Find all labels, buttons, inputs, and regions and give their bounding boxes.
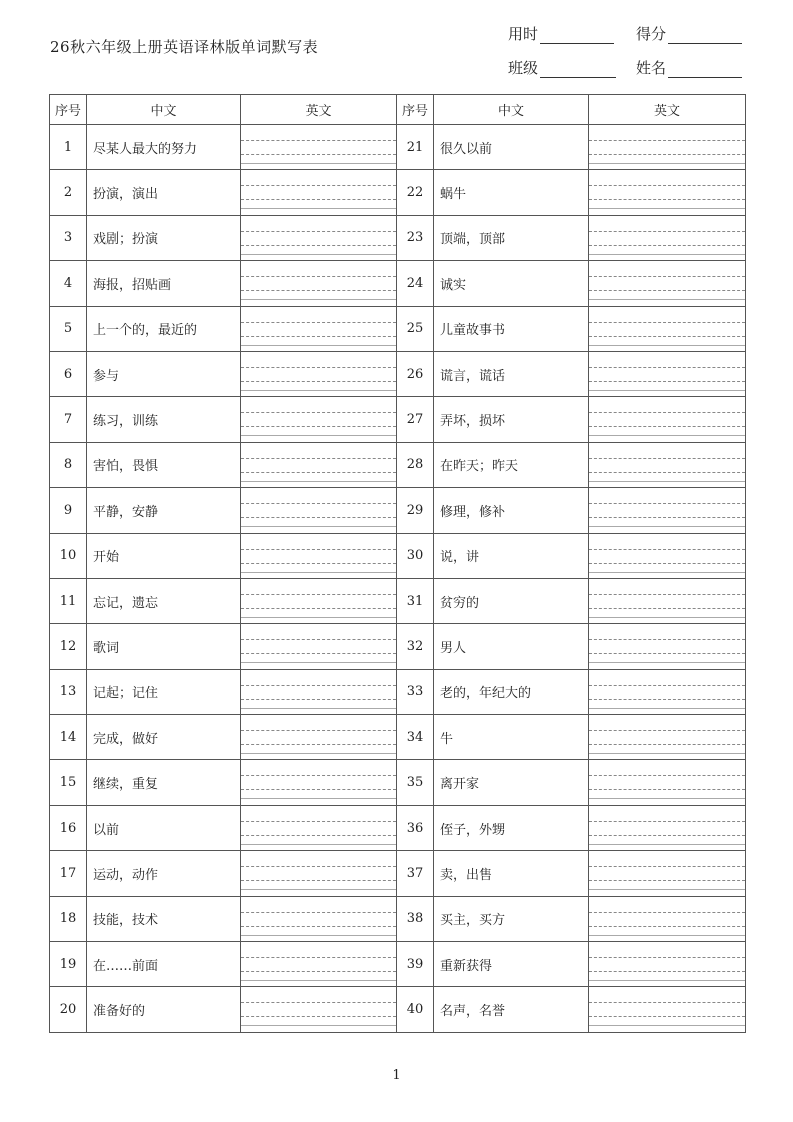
word-number: 28 — [397, 442, 434, 487]
writing-guide-line — [589, 276, 745, 277]
english-answer-blank[interactable] — [241, 261, 397, 306]
writing-guide-line — [589, 653, 745, 654]
writing-guide-line — [589, 254, 745, 255]
writing-guide-line — [241, 322, 396, 323]
writing-guide-line — [241, 472, 396, 473]
writing-guide-line — [241, 290, 396, 291]
word-number: 33 — [397, 669, 434, 714]
writing-guide-line — [589, 1002, 745, 1003]
writing-guide-line — [241, 367, 396, 368]
english-answer-blank[interactable] — [589, 715, 746, 760]
table-row — [50, 125, 746, 170]
chinese-meaning: 儿童故事书 — [434, 306, 589, 351]
chinese-meaning: 上一个的，最近的 — [87, 306, 241, 351]
table-row — [50, 669, 746, 714]
writing-guide-line — [589, 322, 745, 323]
chinese-meaning: 名声，名誉 — [434, 987, 589, 1032]
writing-guide-line — [241, 594, 396, 595]
chinese-meaning: 平静，安静 — [87, 488, 241, 533]
english-answer-blank[interactable] — [241, 578, 397, 623]
writing-guide-line — [241, 276, 396, 277]
english-answer-blank[interactable] — [241, 533, 397, 578]
writing-guide-line — [241, 154, 396, 155]
writing-guide-line — [241, 980, 396, 981]
time-label: 用时 — [508, 25, 539, 43]
table-row — [50, 805, 746, 850]
writing-guide-line — [241, 390, 396, 391]
writing-guide-line — [241, 299, 396, 300]
word-number: 40 — [397, 987, 434, 1032]
writing-guide-line — [589, 549, 745, 550]
writing-guide-line — [241, 753, 396, 754]
writing-guide-line — [241, 789, 396, 790]
chinese-meaning: 顶端，顶部 — [434, 215, 589, 260]
word-number: 13 — [50, 669, 87, 714]
writing-guide-line — [241, 208, 396, 209]
writing-guide-line — [589, 140, 745, 141]
writing-guide-line — [241, 140, 396, 141]
writing-guide-line — [241, 866, 396, 867]
chinese-meaning: 忘记，遗忘 — [87, 578, 241, 623]
chinese-meaning: 牛 — [434, 715, 589, 760]
english-answer-blank[interactable] — [589, 851, 746, 896]
english-answer-blank[interactable] — [589, 215, 746, 260]
score-label: 得分 — [636, 25, 667, 43]
class-field[interactable] — [508, 57, 616, 78]
english-answer-blank[interactable] — [241, 351, 397, 396]
writing-guide-line — [589, 935, 745, 936]
chinese-meaning: 记起；记住 — [87, 669, 241, 714]
english-answer-blank[interactable] — [241, 215, 397, 260]
word-number: 19 — [50, 942, 87, 987]
word-number: 12 — [50, 624, 87, 669]
class-label: 班级 — [508, 59, 539, 77]
english-answer-blank[interactable] — [589, 351, 746, 396]
english-answer-blank[interactable] — [589, 488, 746, 533]
writing-guide-line — [589, 290, 745, 291]
word-number: 7 — [50, 397, 87, 442]
writing-guide-line — [589, 435, 745, 436]
writing-guide-line — [241, 889, 396, 890]
page-title: 26秋六年级上册英语译林版单词默写表 — [50, 38, 319, 56]
writing-guide-line — [589, 345, 745, 346]
word-number: 9 — [50, 488, 87, 533]
writing-guide-line — [589, 844, 745, 845]
chinese-meaning: 侄子，外甥 — [434, 805, 589, 850]
english-answer-blank[interactable] — [589, 987, 746, 1032]
writing-guide-line — [241, 617, 396, 618]
writing-guide-line — [241, 345, 396, 346]
writing-guide-line — [241, 563, 396, 564]
word-number: 34 — [397, 715, 434, 760]
chinese-meaning: 卖，出售 — [434, 851, 589, 896]
time-field[interactable] — [508, 23, 614, 44]
writing-guide-line — [241, 957, 396, 958]
word-number: 10 — [50, 533, 87, 578]
word-number: 30 — [397, 533, 434, 578]
word-number: 27 — [397, 397, 434, 442]
header-chinese: 中文 — [434, 95, 589, 125]
writing-guide-line — [241, 971, 396, 972]
chinese-meaning: 完成，做好 — [87, 715, 241, 760]
chinese-meaning: 歌词 — [87, 624, 241, 669]
english-answer-blank[interactable] — [241, 125, 397, 170]
word-number: 17 — [50, 851, 87, 896]
writing-guide-line — [241, 821, 396, 822]
writing-guide-line — [241, 775, 396, 776]
word-number: 24 — [397, 261, 434, 306]
table-row — [50, 351, 746, 396]
english-answer-blank[interactable] — [589, 942, 746, 987]
chinese-meaning: 重新获得 — [434, 942, 589, 987]
writing-guide-line — [589, 231, 745, 232]
chinese-meaning: 以前 — [87, 805, 241, 850]
vocabulary-table — [49, 94, 746, 1033]
chinese-meaning: 蜗牛 — [434, 170, 589, 215]
writing-guide-line — [589, 708, 745, 709]
english-answer-blank[interactable] — [589, 896, 746, 941]
english-answer-blank[interactable] — [241, 715, 397, 760]
chinese-meaning: 修理，修补 — [434, 488, 589, 533]
writing-guide-line — [241, 880, 396, 881]
header-english: 英文 — [241, 95, 397, 125]
chinese-meaning: 戏剧；扮演 — [87, 215, 241, 260]
chinese-meaning: 谎言，谎话 — [434, 351, 589, 396]
word-number: 8 — [50, 442, 87, 487]
word-number: 2 — [50, 170, 87, 215]
writing-guide-line — [241, 549, 396, 550]
writing-guide-line — [589, 617, 745, 618]
word-number: 21 — [397, 125, 434, 170]
writing-guide-line — [589, 957, 745, 958]
writing-guide-line — [241, 685, 396, 686]
writing-guide-line — [589, 299, 745, 300]
writing-guide-line — [589, 367, 745, 368]
writing-guide-line — [589, 503, 745, 504]
word-number: 36 — [397, 805, 434, 850]
chinese-meaning: 海报，招贴画 — [87, 261, 241, 306]
table-row — [50, 760, 746, 805]
word-number: 16 — [50, 805, 87, 850]
writing-guide-line — [589, 980, 745, 981]
writing-guide-line — [241, 844, 396, 845]
writing-guide-line — [589, 744, 745, 745]
score-field[interactable] — [636, 23, 742, 44]
word-number: 26 — [397, 351, 434, 396]
english-answer-blank[interactable] — [241, 669, 397, 714]
writing-guide-line — [589, 526, 745, 527]
writing-guide-line — [241, 744, 396, 745]
word-number: 39 — [397, 942, 434, 987]
table-row — [50, 397, 746, 442]
score-blank[interactable] — [668, 29, 742, 44]
writing-guide-line — [589, 835, 745, 836]
writing-guide-line — [589, 517, 745, 518]
writing-guide-line — [589, 185, 745, 186]
chinese-meaning: 害怕，畏惧 — [87, 442, 241, 487]
word-number: 38 — [397, 896, 434, 941]
name-label: 姓名 — [636, 59, 667, 77]
writing-guide-line — [241, 608, 396, 609]
english-answer-blank[interactable] — [241, 987, 397, 1032]
writing-guide-line — [241, 254, 396, 255]
chinese-meaning: 在……前面 — [87, 942, 241, 987]
header-number: 序号 — [397, 95, 434, 125]
chinese-meaning: 贫穷的 — [434, 578, 589, 623]
writing-guide-line — [241, 426, 396, 427]
word-number: 35 — [397, 760, 434, 805]
word-number: 14 — [50, 715, 87, 760]
writing-guide-line — [241, 185, 396, 186]
writing-guide-line — [589, 926, 745, 927]
writing-guide-line — [589, 699, 745, 700]
english-answer-blank[interactable] — [589, 578, 746, 623]
writing-guide-line — [241, 798, 396, 799]
english-answer-blank[interactable] — [241, 760, 397, 805]
writing-guide-line — [241, 231, 396, 232]
writing-guide-line — [241, 458, 396, 459]
writing-guide-line — [589, 639, 745, 640]
english-answer-blank[interactable] — [589, 125, 746, 170]
writing-guide-line — [589, 685, 745, 686]
writing-guide-line — [241, 926, 396, 927]
writing-guide-line — [589, 390, 745, 391]
writing-guide-line — [241, 526, 396, 527]
table-row — [50, 624, 746, 669]
chinese-meaning: 开始 — [87, 533, 241, 578]
english-answer-blank[interactable] — [241, 805, 397, 850]
writing-guide-line — [589, 608, 745, 609]
word-number: 18 — [50, 896, 87, 941]
writing-guide-line — [589, 572, 745, 573]
time-blank[interactable] — [540, 29, 614, 44]
writing-guide-line — [241, 572, 396, 573]
word-number: 1 — [50, 125, 87, 170]
chinese-meaning: 离开家 — [434, 760, 589, 805]
word-number: 25 — [397, 306, 434, 351]
english-answer-blank[interactable] — [589, 397, 746, 442]
writing-guide-line — [241, 381, 396, 382]
writing-guide-line — [241, 1025, 396, 1026]
writing-guide-line — [589, 821, 745, 822]
header-number: 序号 — [50, 95, 87, 125]
writing-guide-line — [589, 1016, 745, 1017]
english-answer-blank[interactable] — [589, 760, 746, 805]
writing-guide-line — [241, 503, 396, 504]
english-answer-blank[interactable] — [589, 624, 746, 669]
header-chinese: 中文 — [87, 95, 241, 125]
word-number: 31 — [397, 578, 434, 623]
writing-guide-line — [589, 753, 745, 754]
english-answer-blank[interactable] — [241, 896, 397, 941]
chinese-meaning: 扮演，演出 — [87, 170, 241, 215]
chinese-meaning: 参与 — [87, 351, 241, 396]
writing-guide-line — [589, 971, 745, 972]
writing-guide-line — [589, 866, 745, 867]
name-field[interactable] — [636, 57, 742, 78]
writing-guide-line — [241, 835, 396, 836]
chinese-meaning: 诚实 — [434, 261, 589, 306]
header-english: 英文 — [589, 95, 746, 125]
writing-guide-line — [589, 775, 745, 776]
table-row — [50, 215, 746, 260]
writing-guide-line — [241, 935, 396, 936]
table-row — [50, 488, 746, 533]
writing-guide-line — [589, 481, 745, 482]
english-answer-blank[interactable] — [589, 170, 746, 215]
table-row — [50, 987, 746, 1032]
writing-guide-line — [589, 594, 745, 595]
writing-guide-line — [589, 789, 745, 790]
word-number: 20 — [50, 987, 87, 1032]
table-row — [50, 715, 746, 760]
writing-guide-line — [589, 458, 745, 459]
writing-guide-line — [589, 426, 745, 427]
writing-guide-line — [589, 336, 745, 337]
word-number: 15 — [50, 760, 87, 805]
english-answer-blank[interactable] — [589, 533, 746, 578]
table-row — [50, 261, 746, 306]
writing-guide-line — [589, 912, 745, 913]
word-number: 32 — [397, 624, 434, 669]
chinese-meaning: 运动，动作 — [87, 851, 241, 896]
writing-guide-line — [241, 199, 396, 200]
word-number: 22 — [397, 170, 434, 215]
writing-guide-line — [241, 1016, 396, 1017]
writing-guide-line — [589, 154, 745, 155]
writing-guide-line — [589, 563, 745, 564]
english-answer-blank[interactable] — [241, 851, 397, 896]
writing-guide-line — [241, 412, 396, 413]
chinese-meaning: 尽某人最大的努力 — [87, 125, 241, 170]
word-number: 23 — [397, 215, 434, 260]
table-row — [50, 851, 746, 896]
writing-guide-line — [241, 730, 396, 731]
english-answer-blank[interactable] — [589, 261, 746, 306]
writing-guide-line — [589, 1025, 745, 1026]
page-number: 1 — [392, 1068, 401, 1083]
english-answer-blank[interactable] — [241, 624, 397, 669]
chinese-meaning: 老的，年纪大的 — [434, 669, 589, 714]
chinese-meaning: 很久以前 — [434, 125, 589, 170]
writing-guide-line — [589, 889, 745, 890]
writing-guide-line — [241, 653, 396, 654]
writing-guide-line — [241, 163, 396, 164]
table-row — [50, 533, 746, 578]
english-answer-blank[interactable] — [241, 942, 397, 987]
table-row — [50, 306, 746, 351]
writing-guide-line — [241, 336, 396, 337]
table-row — [50, 170, 746, 215]
word-number: 29 — [397, 488, 434, 533]
writing-guide-line — [589, 662, 745, 663]
word-number: 11 — [50, 578, 87, 623]
english-answer-blank[interactable] — [241, 442, 397, 487]
table-row — [50, 896, 746, 941]
writing-guide-line — [241, 708, 396, 709]
table-row — [50, 442, 746, 487]
chinese-meaning: 练习，训练 — [87, 397, 241, 442]
word-number: 6 — [50, 351, 87, 396]
writing-guide-line — [589, 880, 745, 881]
writing-guide-line — [241, 662, 396, 663]
writing-guide-line — [589, 730, 745, 731]
chinese-meaning: 买主，买方 — [434, 896, 589, 941]
writing-guide-line — [589, 472, 745, 473]
writing-guide-line — [589, 163, 745, 164]
table-row — [50, 578, 746, 623]
chinese-meaning: 在昨天；昨天 — [434, 442, 589, 487]
writing-guide-line — [589, 381, 745, 382]
english-answer-blank[interactable] — [241, 306, 397, 351]
english-answer-blank[interactable] — [241, 170, 397, 215]
english-answer-blank[interactable] — [589, 442, 746, 487]
chinese-meaning: 弄坏，损坏 — [434, 397, 589, 442]
writing-guide-line — [241, 912, 396, 913]
writing-guide-line — [589, 245, 745, 246]
word-number: 5 — [50, 306, 87, 351]
english-answer-blank[interactable] — [241, 488, 397, 533]
name-blank[interactable] — [668, 63, 742, 78]
word-number: 37 — [397, 851, 434, 896]
writing-guide-line — [589, 412, 745, 413]
writing-guide-line — [241, 517, 396, 518]
writing-guide-line — [241, 1002, 396, 1003]
english-answer-blank[interactable] — [589, 805, 746, 850]
writing-guide-line — [589, 199, 745, 200]
english-answer-blank[interactable] — [241, 397, 397, 442]
chinese-meaning: 男人 — [434, 624, 589, 669]
writing-guide-line — [241, 639, 396, 640]
english-answer-blank[interactable] — [589, 669, 746, 714]
writing-guide-line — [589, 208, 745, 209]
writing-guide-line — [241, 699, 396, 700]
chinese-meaning: 技能，技术 — [87, 896, 241, 941]
word-number: 4 — [50, 261, 87, 306]
chinese-meaning: 继续，重复 — [87, 760, 241, 805]
writing-guide-line — [589, 798, 745, 799]
writing-guide-line — [241, 435, 396, 436]
table-row — [50, 942, 746, 987]
chinese-meaning: 准备好的 — [87, 987, 241, 1032]
table-header-row — [50, 95, 746, 125]
class-blank[interactable] — [540, 63, 616, 78]
word-number: 3 — [50, 215, 87, 260]
chinese-meaning: 说，讲 — [434, 533, 589, 578]
english-answer-blank[interactable] — [589, 306, 746, 351]
writing-guide-line — [241, 245, 396, 246]
writing-guide-line — [241, 481, 396, 482]
